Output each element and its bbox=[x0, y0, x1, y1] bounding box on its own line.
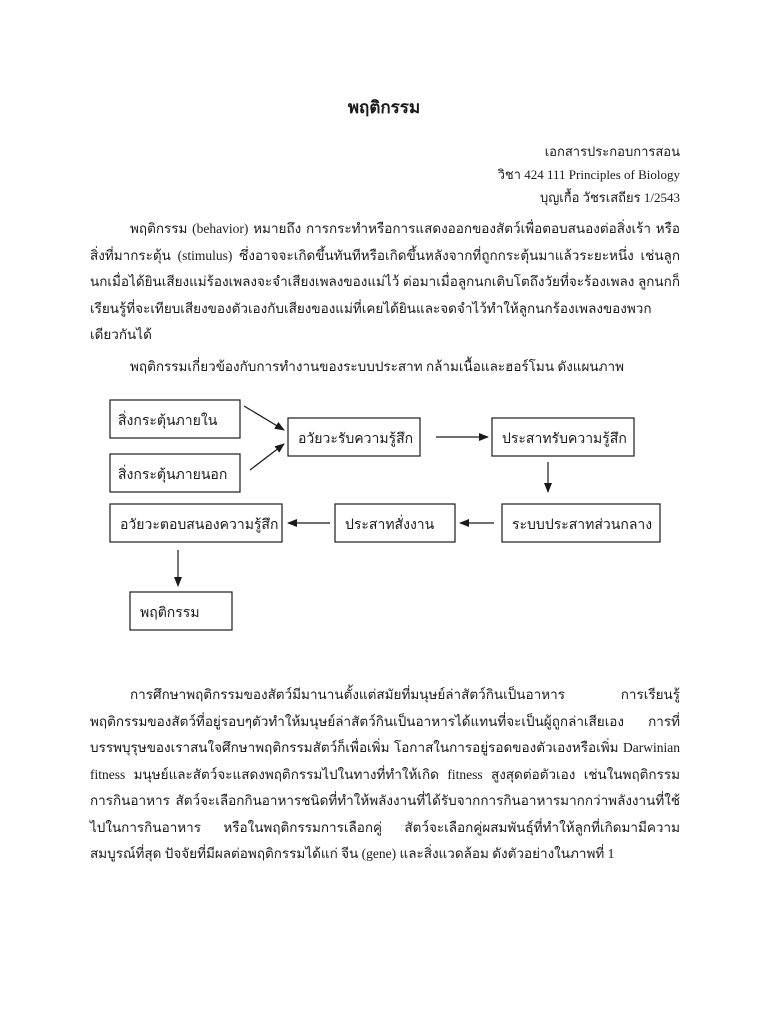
svg-text:สิ่งกระตุ้นภายใน: สิ่งกระตุ้นภายใน bbox=[118, 414, 218, 429]
diagram-intro: พฤติกรรมเกี่ยวข้องกับการทำงานของระบบประสาท กล้ามเนื้อและฮอร์โมน ดังแผนภาพ bbox=[130, 359, 625, 374]
box-internal-stimulus bbox=[110, 400, 240, 438]
box-sensory-nerve bbox=[492, 418, 634, 456]
svg-text:สิ่งกระตุ้นภายนอก: สิ่งกระตุ้นภายนอก bbox=[118, 468, 228, 483]
svg-text:ประสาทรับความรู้สึก: ประสาทรับความรู้สึก bbox=[502, 432, 627, 447]
box-effector-organ bbox=[110, 504, 282, 542]
box-behavior bbox=[130, 592, 232, 630]
box-external-stimulus bbox=[110, 454, 240, 492]
svg-text:อวัยวะรับความรู้สึก: อวัยวะรับความรู้สึก bbox=[298, 432, 414, 447]
paragraph-history: การศึกษาพฤติกรรมของสัตว์มีมานานตั้งแต่สมัยที่มนุษย์ล่าสัตว์กินเป็นอาหาร การเรียนรู้พฤติกรรมของสัตว์ที่อยู่รอบๆตัวทำให้มนุษย์ล่าสัตว์กินเป็นอาหารได้แทนที่จะเป็นผู้ถูกล่าเสียเอง การที่บรรพบุรุษของเราสนใจศึกษาพฤติกรรมสัตว์ก็เพื่อเพิ่ม โอกาสในการอยู่รอดของตัวเองหรือเพิ่ม Darwinian fitness มนุษย์และสัตว์จะแสดงพฤติกรรมไปในทางที่ทำให้เกิด fitness สูงสุดต่อตัวเอง เช่นในพฤติกรรมการกินอาหาร สัตว์จะเลือกกินอาหารชนิดที่ทำให้พลังงานที่ได้รับจากการกินอาหารมากกว่าพลังงานที่ใช้ไปในการกินอาหาร หรือในพฤติกรรมการเลือกคู่ สัตว์จะเลือกคู่ผสมพันธุ์ที่ทำให้ลูกที่เกิดมามีความสมบูรณ์ที่สุด ปัจจัยที่มีผลต่อพฤติกรรมได้แก่ จีน (gene) และสิ่งแวดล้อม ดังตัวอย่างในภาพที่ 1 bbox=[90, 687, 680, 861]
svg-text:พฤติกรรม: พฤติกรรม bbox=[140, 606, 200, 621]
header-line-author: บุญเกื้อ วัชรเสถียร 1/2543 bbox=[539, 190, 680, 205]
page-title: พฤติกรรม bbox=[347, 98, 421, 117]
behavior-flow-diagram bbox=[0, 380, 768, 640]
box-central-nervous-system bbox=[502, 504, 660, 542]
arrow-external-to-sensory bbox=[250, 444, 284, 470]
document-header bbox=[498, 140, 680, 209]
svg-text:อวัยวะตอบสนองความรู้สึก: อวัยวะตอบสนองความรู้สึก bbox=[120, 518, 279, 533]
svg-text:ระบบประสาทส่วนกลาง: ระบบประสาทส่วนกลาง bbox=[512, 518, 653, 533]
box-sensory-organ bbox=[288, 418, 420, 456]
arrow-internal-to-sensory bbox=[244, 406, 284, 430]
paragraph-definition: พฤติกรรม (behavior) หมายถึง การกระทำหรือการแสดงออกของสัตว์เพื่อตอบสนองต่อสิ่งเร้า หรือสิ่งที่มากระตุ้น (stimulus) ซึ่งอาจจะเกิดขึ้นทันทีหรือเกิดขึ้นหลังจากที่ถูกกระตุ้นมาแล้วระยะหนึ่ง เช่นลูกนกเมื่อได้ยินเสียงแม่ร้องเพลงจะจำเสียงเพลงของแม่ไว้ ต่อมาเมื่อลูกนกเติบโตถึงวัยที่จะร้องเพลง ลูกนกก็เรียนรู้ที่จะเทียบเสียงของตัวเองกับเสียงของแม่ที่เคยได้ยินและจดจำไว้ทำให้ลูกนกร้องเพลงของพวกเดียวกันได้ bbox=[90, 221, 680, 342]
svg-text:ประสาทสั่งงาน: ประสาทสั่งงาน bbox=[345, 518, 435, 533]
box-motor-nerve bbox=[335, 504, 455, 542]
header-line-course-doc: เอกสารประกอบการสอน bbox=[544, 144, 680, 159]
header-line-course: วิชา 424 111 Principles of Biology bbox=[497, 167, 680, 182]
